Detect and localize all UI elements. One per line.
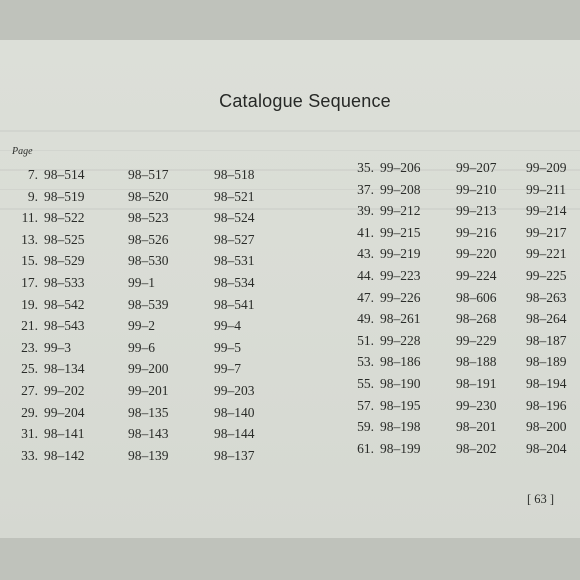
catalogue-number: 99–7 — [214, 361, 241, 377]
sequence-row — [330, 441, 580, 463]
page-column-label: Page — [12, 146, 33, 157]
page-ref: 47. — [357, 289, 374, 305]
catalogue-number: 98–137 — [214, 447, 255, 463]
catalogue-number: 99–204 — [44, 404, 85, 420]
catalogue-number: 99–230 — [456, 397, 497, 413]
catalogue-number: 99–201 — [128, 382, 169, 398]
page-title: Catalogue Sequence — [219, 91, 391, 111]
sequence-row — [0, 253, 340, 275]
sequence-row — [0, 426, 340, 448]
sequence-row — [0, 318, 340, 340]
sequence-row — [330, 160, 580, 182]
catalogue-number: 99–228 — [380, 332, 421, 348]
catalogue-number: 99–200 — [128, 361, 169, 377]
sequence-row — [0, 383, 340, 405]
sequence-row — [0, 340, 340, 362]
catalogue-number: 98–520 — [128, 188, 169, 204]
catalogue-number: 98–261 — [380, 311, 421, 327]
catalogue-number: 98–519 — [44, 188, 85, 204]
catalogue-number: 99–208 — [380, 181, 421, 197]
page-ref: 15. — [21, 253, 38, 269]
catalogue-number: 99–217 — [526, 224, 567, 240]
sequence-row — [0, 361, 340, 383]
catalogue-number: 98–526 — [128, 231, 169, 247]
page-ref: 11. — [21, 210, 38, 226]
catalogue-number: 99–1 — [128, 274, 155, 290]
sequence-row — [0, 297, 340, 319]
catalogue-number: 99–203 — [214, 382, 255, 398]
catalogue-number: 98–190 — [380, 375, 421, 391]
catalogue-number: 98–202 — [456, 440, 497, 456]
catalogue-number: 99–220 — [456, 246, 497, 262]
catalogue-number: 99–214 — [526, 203, 567, 219]
catalogue-number: 98–140 — [214, 404, 255, 420]
page-ref: 33. — [21, 447, 38, 463]
page-ref: 29. — [21, 404, 38, 420]
catalogue-number: 98–194 — [526, 375, 567, 391]
sequence-row — [330, 290, 580, 312]
catalogue-number: 99–216 — [456, 224, 497, 240]
catalogue-number: 99–3 — [44, 339, 71, 355]
catalogue-number: 98–522 — [44, 210, 85, 226]
page-ref: 37. — [357, 181, 374, 197]
catalogue-number: 98–524 — [214, 210, 255, 226]
catalogue-page — [0, 40, 580, 538]
page-ref: 44. — [357, 267, 374, 283]
catalogue-number: 98–530 — [128, 253, 169, 269]
catalogue-number: 98–201 — [456, 419, 497, 435]
right-sequence-column — [330, 160, 580, 462]
catalogue-number: 99–211 — [526, 181, 566, 197]
catalogue-number: 98–263 — [526, 289, 567, 305]
sequence-row — [0, 232, 340, 254]
catalogue-number: 99–226 — [380, 289, 421, 305]
page-ref: 19. — [21, 296, 38, 312]
catalogue-number: 99–225 — [526, 267, 567, 283]
catalogue-number: 98–534 — [214, 274, 255, 290]
catalogue-number: 98–606 — [456, 289, 497, 305]
catalogue-number: 99–202 — [44, 382, 85, 398]
sequence-row — [0, 210, 340, 232]
sequence-row — [0, 405, 340, 427]
catalogue-number: 99–223 — [380, 267, 421, 283]
page-ref: 21. — [21, 318, 38, 334]
catalogue-number: 98–523 — [128, 210, 169, 226]
catalogue-number: 98–186 — [380, 354, 421, 370]
catalogue-number: 98–518 — [214, 167, 255, 182]
catalogue-number: 98–196 — [526, 397, 567, 413]
sequence-row — [330, 419, 580, 441]
catalogue-number: 98–264 — [526, 311, 567, 327]
page-ref: 23. — [21, 339, 38, 355]
sequence-row — [0, 189, 340, 211]
catalogue-number: 98–191 — [456, 375, 497, 391]
sequence-row — [330, 398, 580, 420]
catalogue-number: 98–189 — [526, 354, 567, 370]
catalogue-number: 99–215 — [380, 224, 421, 240]
sequence-row — [0, 167, 340, 189]
catalogue-number: 98–542 — [44, 296, 85, 312]
catalogue-number: 99–4 — [214, 318, 241, 334]
catalogue-number: 98–144 — [214, 426, 255, 442]
catalogue-number: 98–195 — [380, 397, 421, 413]
catalogue-number: 98–204 — [526, 440, 567, 456]
catalogue-number: 99–5 — [214, 339, 241, 355]
catalogue-number: 99–207 — [456, 160, 497, 175]
sequence-row — [330, 268, 580, 290]
sequence-row — [330, 182, 580, 204]
catalogue-number: 98–187 — [526, 332, 567, 348]
catalogue-number: 98–135 — [128, 404, 169, 420]
catalogue-number: 98–514 — [44, 167, 85, 182]
page-ref: 7. — [27, 167, 38, 182]
catalogue-number: 98–188 — [456, 354, 497, 370]
catalogue-number: 99–210 — [456, 181, 497, 197]
catalogue-number: 98–533 — [44, 274, 85, 290]
sequence-row — [330, 333, 580, 355]
page-ref: 9. — [27, 188, 38, 204]
catalogue-number: 99–229 — [456, 332, 497, 348]
left-sequence-column — [0, 167, 340, 469]
page-ref: 51. — [357, 332, 374, 348]
catalogue-number: 99–221 — [526, 246, 567, 262]
catalogue-number: 98–199 — [380, 440, 421, 456]
sequence-row — [330, 225, 580, 247]
sequence-row — [330, 203, 580, 225]
page-ref: 55. — [357, 375, 374, 391]
page-ref: 43. — [357, 246, 374, 262]
page-ref: 25. — [21, 361, 38, 377]
page-ref: 59. — [357, 419, 374, 435]
sequence-row — [0, 448, 340, 470]
page-ref: 27. — [21, 382, 38, 398]
sequence-row — [330, 311, 580, 333]
page-ref: 31. — [21, 426, 38, 442]
catalogue-number: 98–141 — [44, 426, 85, 442]
page-ref: 53. — [357, 354, 374, 370]
catalogue-number: 98–543 — [44, 318, 85, 334]
page-ref: 35. — [357, 160, 374, 175]
catalogue-number: 98–517 — [128, 167, 169, 182]
catalogue-number: 99–219 — [380, 246, 421, 262]
sequence-row — [330, 376, 580, 398]
catalogue-number: 99–6 — [128, 339, 155, 355]
catalogue-number: 99–2 — [128, 318, 155, 334]
catalogue-number: 98–134 — [44, 361, 85, 377]
sequence-row — [330, 354, 580, 376]
page-ref: 57. — [357, 397, 374, 413]
catalogue-number: 98–268 — [456, 311, 497, 327]
page-ref: 41. — [357, 224, 374, 240]
page-ref: 49. — [357, 311, 374, 327]
sequence-row — [330, 246, 580, 268]
catalogue-number: 98–139 — [128, 447, 169, 463]
catalogue-number: 98–539 — [128, 296, 169, 312]
catalogue-number: 98–529 — [44, 253, 85, 269]
catalogue-number: 98–143 — [128, 426, 169, 442]
catalogue-number: 98–200 — [526, 419, 567, 435]
sequence-row — [0, 275, 340, 297]
catalogue-number: 98–521 — [214, 188, 255, 204]
page-ref: 61. — [357, 440, 374, 456]
page-ref: 39. — [357, 203, 374, 219]
catalogue-number: 99–209 — [526, 160, 567, 175]
catalogue-number: 99–213 — [456, 203, 497, 219]
catalogue-number: 98–531 — [214, 253, 255, 269]
catalogue-number: 98–525 — [44, 231, 85, 247]
catalogue-number: 99–224 — [456, 267, 497, 283]
catalogue-number: 99–206 — [380, 160, 421, 175]
page-ref: 17. — [21, 274, 38, 290]
catalogue-number: 98–527 — [214, 231, 255, 247]
catalogue-number: 98–142 — [44, 447, 85, 463]
catalogue-number: 99–212 — [380, 203, 421, 219]
catalogue-number: 98–198 — [380, 419, 421, 435]
page-number: [ 63 ] — [527, 492, 555, 506]
catalogue-number: 98–541 — [214, 296, 255, 312]
page-ref: 13. — [21, 231, 38, 247]
